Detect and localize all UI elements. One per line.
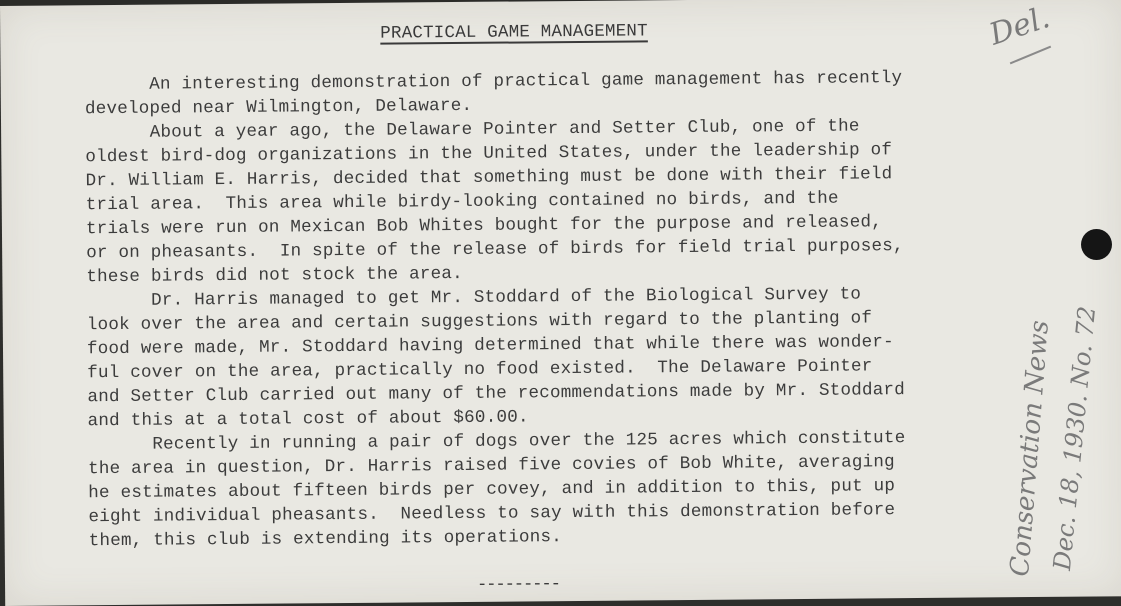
text-line: trials were run on Mexican Bob Whites bought for the purpose and released, — [85, 212, 883, 240]
text-line: or on pheasants. In spite of the release of birds for field trial purposes, — [86, 236, 904, 264]
text-line: An interesting demonstration of practical game management has recently — [84, 68, 903, 96]
text-line: oldest bird-dog organizations in the United States, under the leadership of — [85, 140, 893, 168]
text-line: eight individual pheasants. Needless to say with this demonstration before — [88, 500, 896, 528]
handwritten-state-note: Del. — [985, 0, 1055, 53]
text-line: and Setter Club carried out many of the recommendations made by Mr. Stoddard — [87, 380, 906, 408]
punch-hole — [1081, 229, 1112, 260]
text-line: Recently in running a pair of dogs over the 125 acres which constitute — [87, 428, 906, 456]
text-line: these birds did not stock the area. — [86, 263, 463, 288]
text-line: Dr. Harris managed to get Mr. Stoddard of the Biological Survey to — [86, 284, 862, 312]
text-line: developed near Wilmington, Delaware. — [84, 95, 473, 120]
handwritten-source-note: Conservation News — [1005, 319, 1056, 578]
text-line: look over the area and certain suggestions with regard to the planting of — [86, 308, 873, 336]
handwritten-date-note: Dec. 18, 1930. No. 72 — [1047, 304, 1102, 572]
text-line: food were made, Mr. Stoddard having determined that while there was wonder- — [86, 332, 894, 360]
text-line: and this at a total cost of about $60.00. — [87, 407, 529, 432]
end-separator: --------- — [476, 575, 560, 595]
text-line: ful cover on the area, practically no food existed. The Delaware Pointer — [87, 356, 873, 384]
text-line: About a year ago, the Delaware Pointer and Setter Club, one of the — [85, 116, 860, 144]
text-line: trial area. This area while birdy-looking contained no birds, and the — [85, 188, 839, 216]
text-line: Dr. William E. Harris, decided that something must be done with their field — [85, 164, 893, 192]
handwritten-underline — [1010, 46, 1051, 65]
text-line: them, this club is extending its operations. — [88, 527, 563, 552]
document-body — [85, 66, 907, 553]
document-title: PRACTICAL GAME MANAGEMENT — [380, 21, 648, 44]
text-line: he estimates about fifteen birds per covey, and in addition to this, put up — [88, 476, 896, 504]
text-line: the area in question, Dr. Harris raised five covies of Bob White, averaging — [87, 452, 895, 480]
